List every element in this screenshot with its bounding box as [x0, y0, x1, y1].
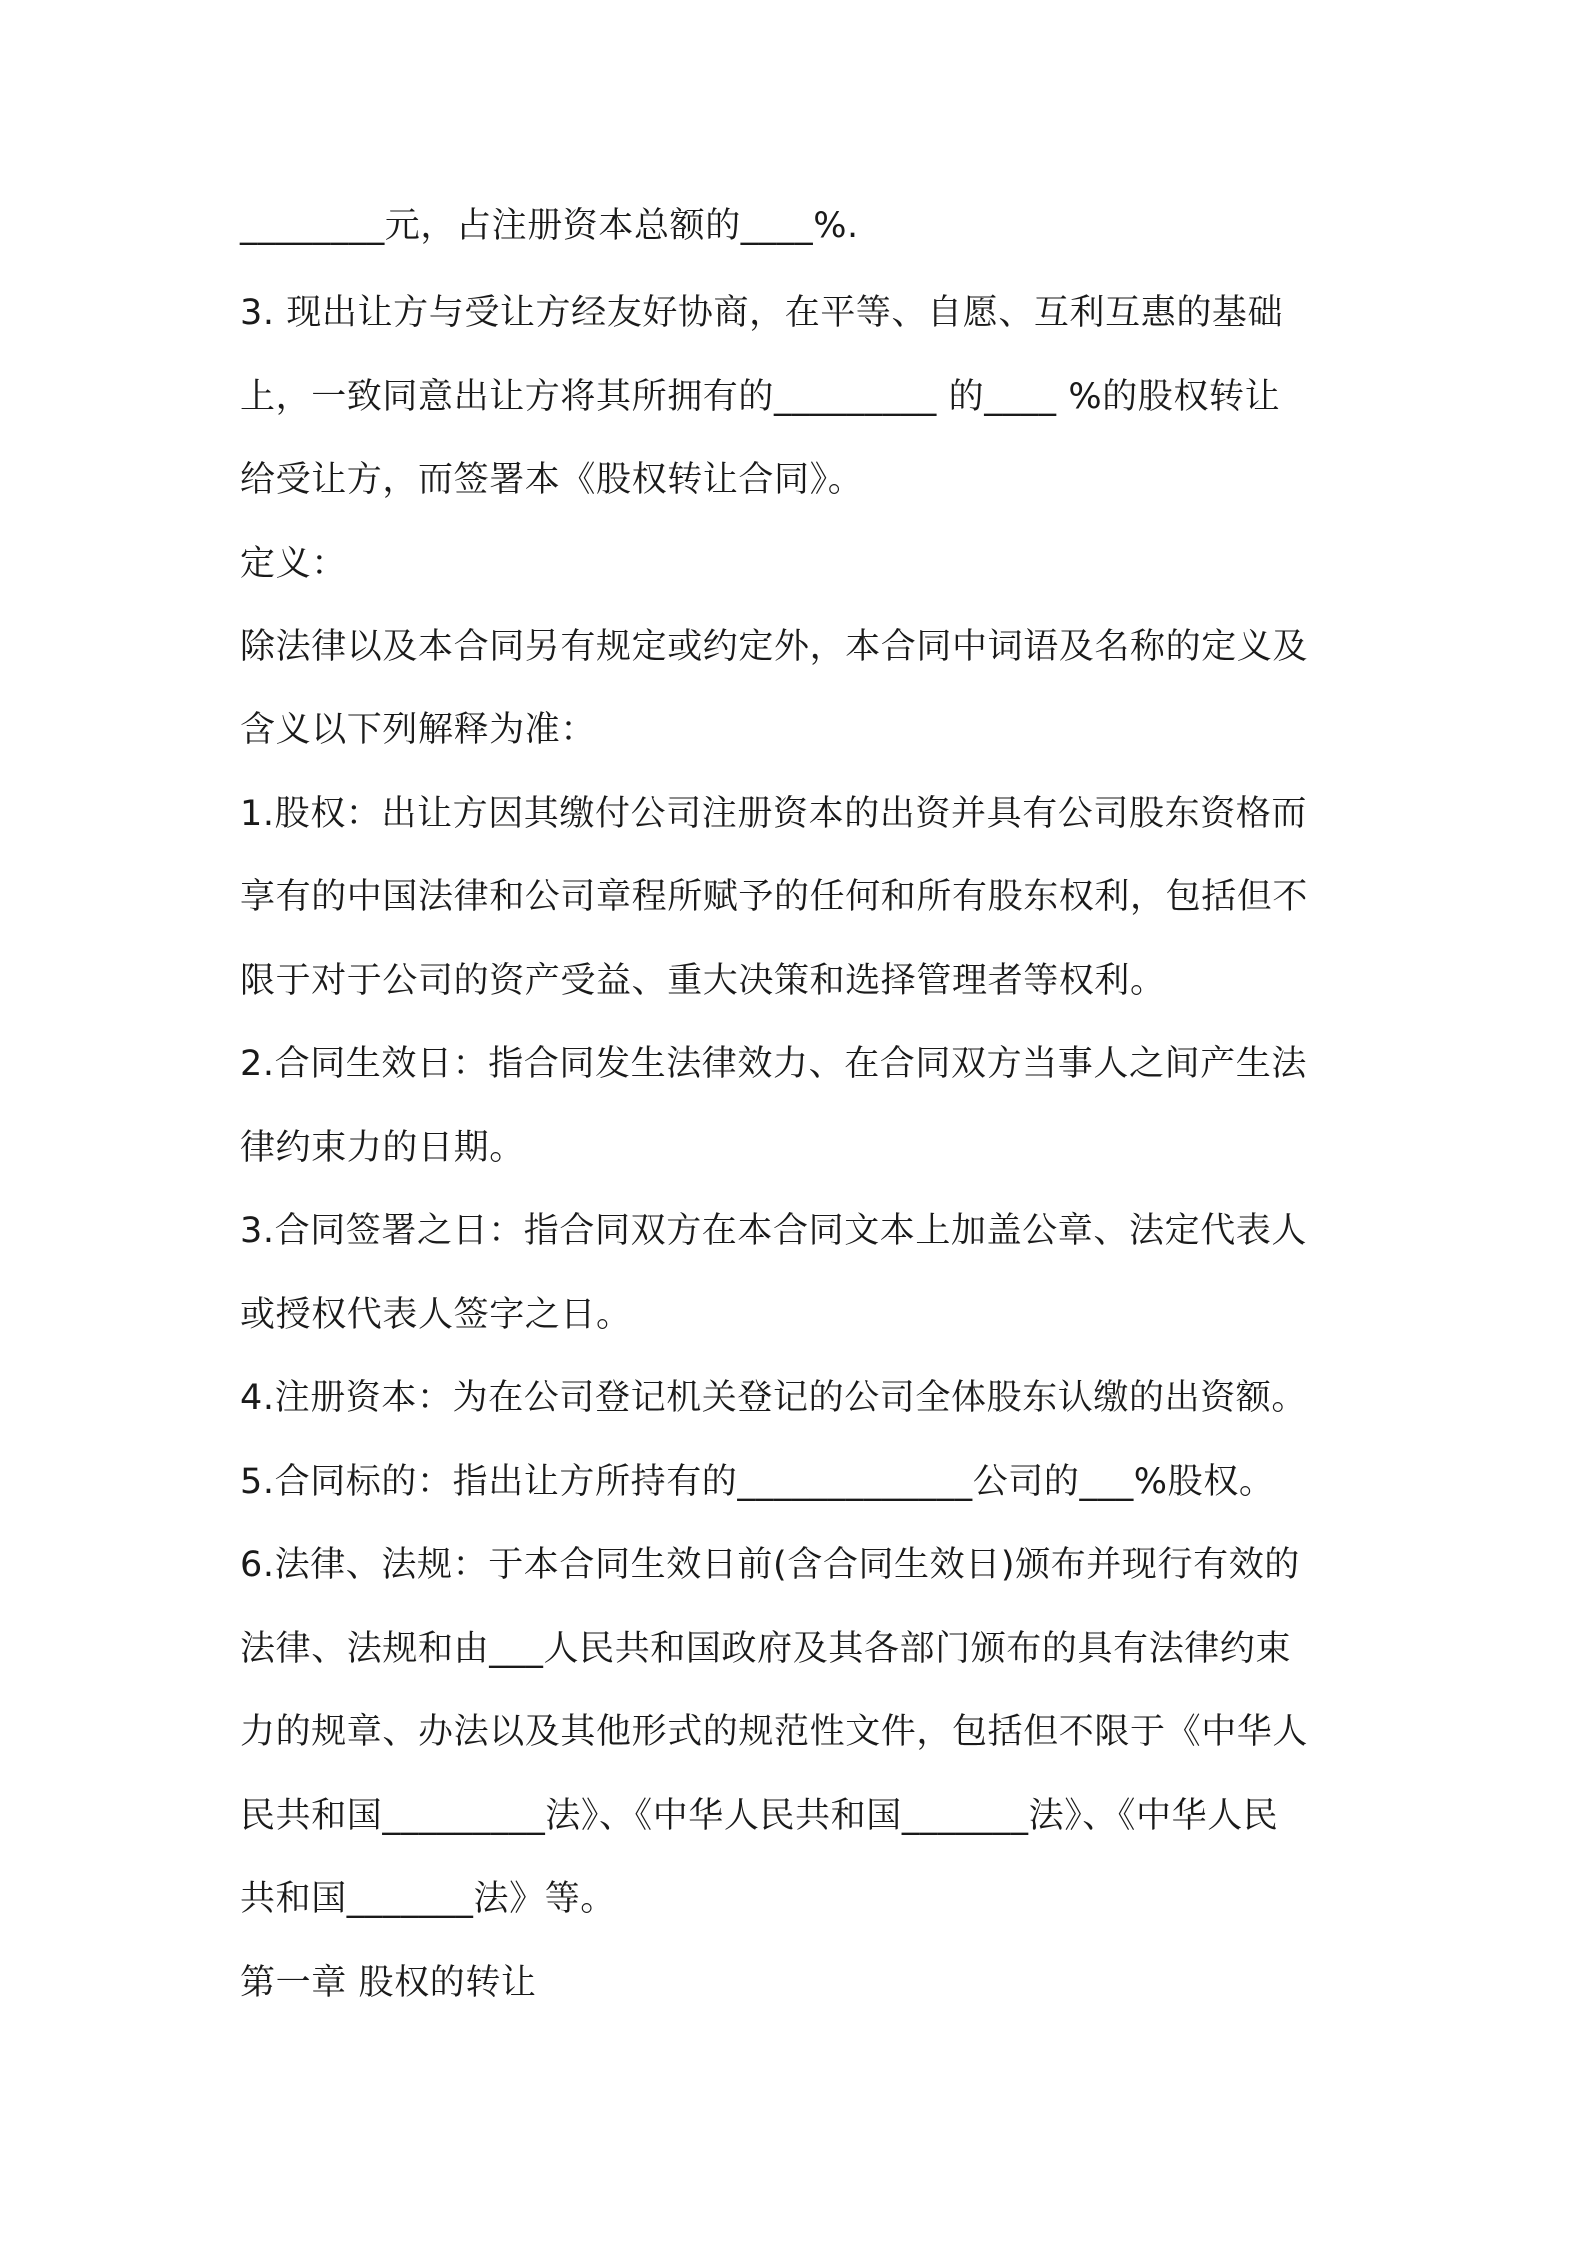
text-line-11: 2.合同生效日：指合同发生法律效力、在合同双方当事人之间产生法: [240, 1044, 1307, 1084]
text-line-21: 共和国_______法》等。: [240, 1879, 616, 1919]
text-line-19: 力的规章、办法以及其他形式的规范性文件，包括但不限于《中华人: [240, 1712, 1309, 1752]
text-line-9: 享有的中国法律和公司章程所赋予的任何和所有股东权利，包括但不: [240, 877, 1309, 917]
text-line-13: 3.合同签署之日：指合同双方在本合同文本上加盖公章、法定代表人: [240, 1211, 1307, 1251]
text-line-2: 3. 现出让方与受让方经友好协商，在平等、自愿、互利互惠的基础: [240, 293, 1284, 333]
text-line-6: 除法律以及本合同另有规定或约定外，本合同中词语及名称的定义及: [240, 627, 1309, 667]
text-line-10: 限于对于公司的资产受益、重大决策和选择管理者等权利。: [240, 961, 1166, 1001]
text-line-15: 4.注册资本：为在公司登记机关登记的公司全体股东认缴的出资额。: [240, 1378, 1307, 1418]
text-line-17: 6.法律、法规：于本合同生效日前(含合同生效日)颁布并现行有效的: [240, 1545, 1300, 1585]
text-line-8: 1.股权：出让方因其缴付公司注册资本的出资并具有公司股东资格而: [240, 794, 1307, 834]
text-line-18: 法律、法规和由___人民共和国政府及其各部门颁布的具有法律约束: [240, 1629, 1292, 1669]
text-line-12: 律约束力的日期。: [240, 1128, 525, 1168]
section-heading-definitions: 定义：: [240, 544, 347, 584]
text-line-16: 5.合同标的：指出让方所持有的_____________公司的___%股权。: [240, 1462, 1275, 1502]
text-line-7: 含义以下列解释为准：: [240, 710, 597, 750]
text-line-14: 或授权代表人签字之日。: [240, 1295, 632, 1335]
text-line-3: 上，一致同意出让方将其所拥有的_________ 的____ %的股权转让: [240, 377, 1281, 417]
text-line-20: 民共和国_________法》、《中华人民共和国_______法》、《中华人民: [240, 1796, 1279, 1836]
text-line-1: ________元，占注册资本总额的____%.: [240, 206, 859, 246]
chapter-heading: 第一章 股权的转让: [240, 1963, 537, 2003]
text-line-4: 给受让方，而签署本《股权转让合同》。: [240, 460, 864, 500]
